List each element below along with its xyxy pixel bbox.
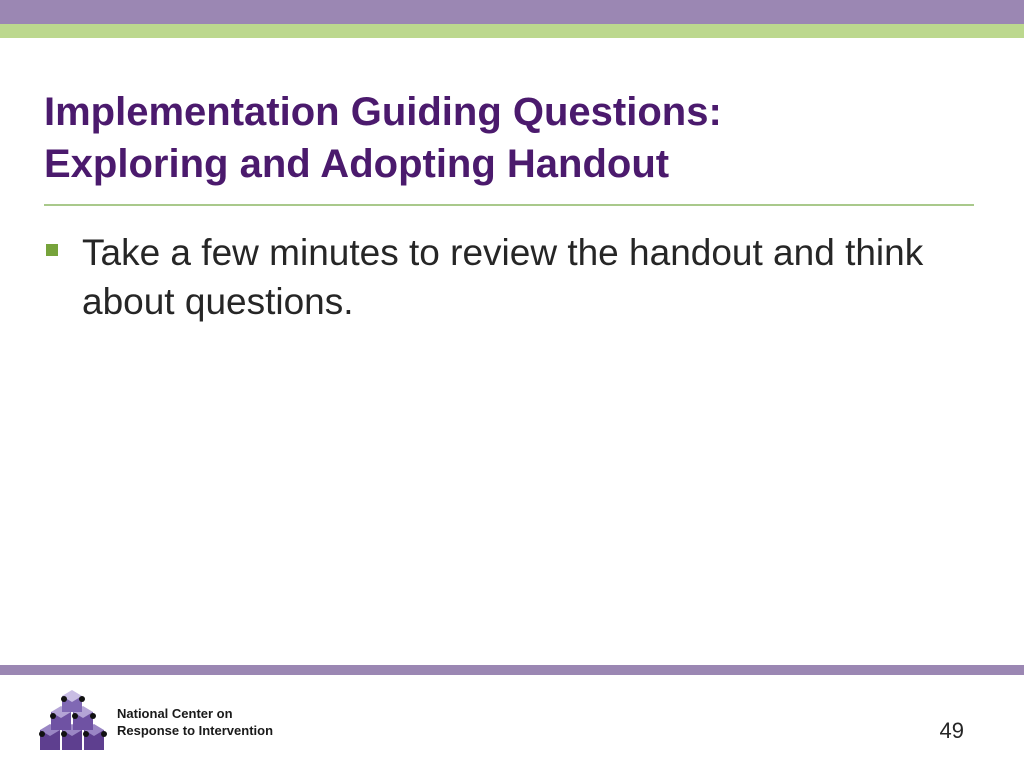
slide-number: 49 [939, 718, 964, 743]
organization-name [117, 705, 273, 739]
stacked-cubes-logo-icon [38, 690, 108, 752]
slide-title-line-2: Exploring and Adopting Handout [44, 142, 670, 186]
organization-name-line-2: Response to Intervention [117, 723, 274, 738]
logo-dot [72, 713, 78, 719]
logo-dot [83, 731, 89, 737]
top-green-band [0, 24, 1024, 38]
organization-name-line-1: National Center on [117, 706, 233, 721]
logo-dot [101, 731, 107, 737]
bullet-text: Take a few minutes to review the handout and think about questions. [82, 232, 924, 322]
logo-dot [90, 713, 96, 719]
square-bullet-icon [46, 244, 58, 256]
bullet-list [46, 228, 966, 326]
bullet-item [46, 228, 966, 326]
bottom-purple-band [0, 665, 1024, 675]
slide-title [44, 86, 974, 190]
slide-title-line-1: Implementation Guiding Questions: [44, 90, 722, 134]
logo-dot [61, 731, 67, 737]
logo-dot [79, 696, 85, 702]
logo-dot [50, 713, 56, 719]
logo-dot [39, 731, 45, 737]
title-divider [44, 204, 974, 206]
top-purple-band [0, 0, 1024, 24]
logo-dot [61, 696, 67, 702]
